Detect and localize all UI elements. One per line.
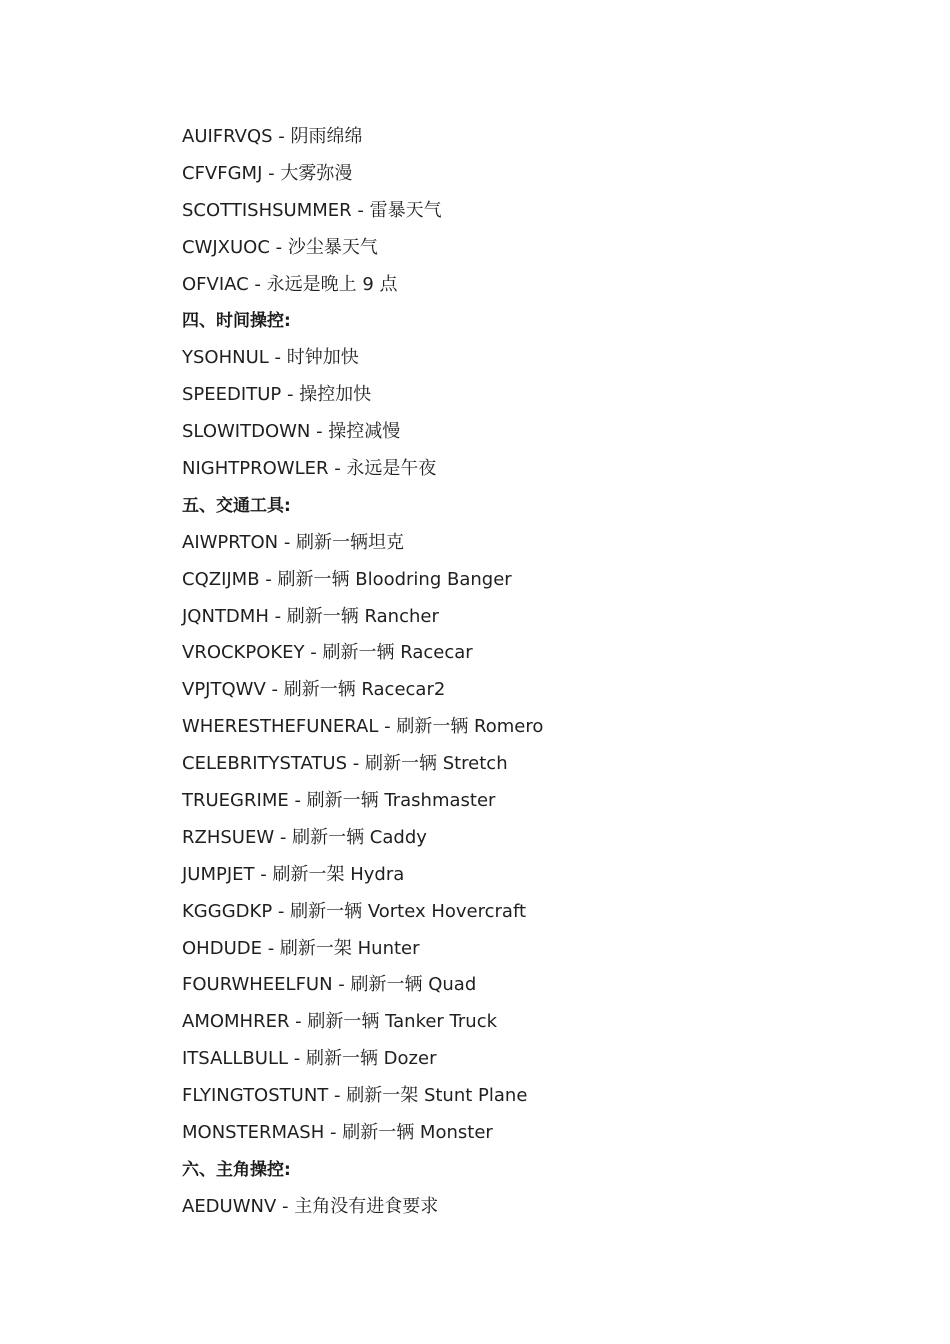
cheat-line: SPEEDITUP - 操控加快 — [182, 384, 372, 406]
cheat-line: JUMPJET - 刷新一架 Hydra — [182, 863, 405, 885]
cheat-line: TRUEGRIME - 刷新一辆 Trashmaster — [182, 790, 496, 812]
cheat-line: CQZIJMB - 刷新一辆 Bloodring Banger — [182, 568, 512, 590]
cheat-line: CELEBRITYSTATUS - 刷新一辆 Stretch — [182, 753, 508, 775]
section-heading-time: 四、时间操控: — [182, 311, 291, 332]
cheat-line: CFVFGMJ - 大雾弥漫 — [182, 162, 353, 184]
cheat-line: OFVIAC - 永远是晚上 9 点 — [182, 273, 398, 295]
cheat-line: JQNTDMH - 刷新一辆 Rancher — [182, 605, 439, 627]
cheat-line: VPJTQWV - 刷新一辆 Racecar2 — [182, 679, 446, 701]
cheat-line: WHERESTHEFUNERAL - 刷新一辆 Romero — [182, 716, 544, 738]
cheat-line: RZHSUEW - 刷新一辆 Caddy — [182, 826, 427, 848]
cheat-line: SCOTTISHSUMMER - 雷暴天气 — [182, 199, 442, 221]
document-page — [182, 119, 882, 1226]
cheat-line: FLYINGTOSTUNT - 刷新一架 Stunt Plane — [182, 1085, 528, 1107]
cheat-line: FOURWHEELFUN - 刷新一辆 Quad — [182, 974, 477, 996]
section-heading-protagonist: 六、主角操控: — [182, 1159, 291, 1180]
cheat-line: CWJXUOC - 沙尘暴天气 — [182, 236, 378, 258]
cheat-line: VROCKPOKEY - 刷新一辆 Racecar — [182, 642, 473, 664]
cheat-line: AIWPRTON - 刷新一辆坦克 — [182, 531, 405, 553]
cheat-line: AMOMHRER - 刷新一辆 Tanker Truck — [182, 1011, 498, 1033]
cheat-line: SLOWITDOWN - 操控减慢 — [182, 421, 401, 443]
cheat-line: AEDUWNV - 主角没有进食要求 — [182, 1195, 439, 1217]
cheat-line: MONSTERMASH - 刷新一辆 Monster — [182, 1122, 493, 1144]
cheat-line: YSOHNUL - 时钟加快 — [182, 347, 359, 369]
cheat-line: AUIFRVQS - 阴雨绵绵 — [182, 126, 363, 147]
cheat-line: OHDUDE - 刷新一架 Hunter — [182, 937, 420, 959]
section-heading-vehicles: 五、交通工具: — [182, 495, 291, 516]
cheat-line: KGGGDKP - 刷新一辆 Vortex Hovercraft — [182, 900, 527, 922]
cheat-line: NIGHTPROWLER - 永远是午夜 — [182, 458, 437, 480]
cheat-line: ITSALLBULL - 刷新一辆 Dozer — [182, 1048, 437, 1070]
